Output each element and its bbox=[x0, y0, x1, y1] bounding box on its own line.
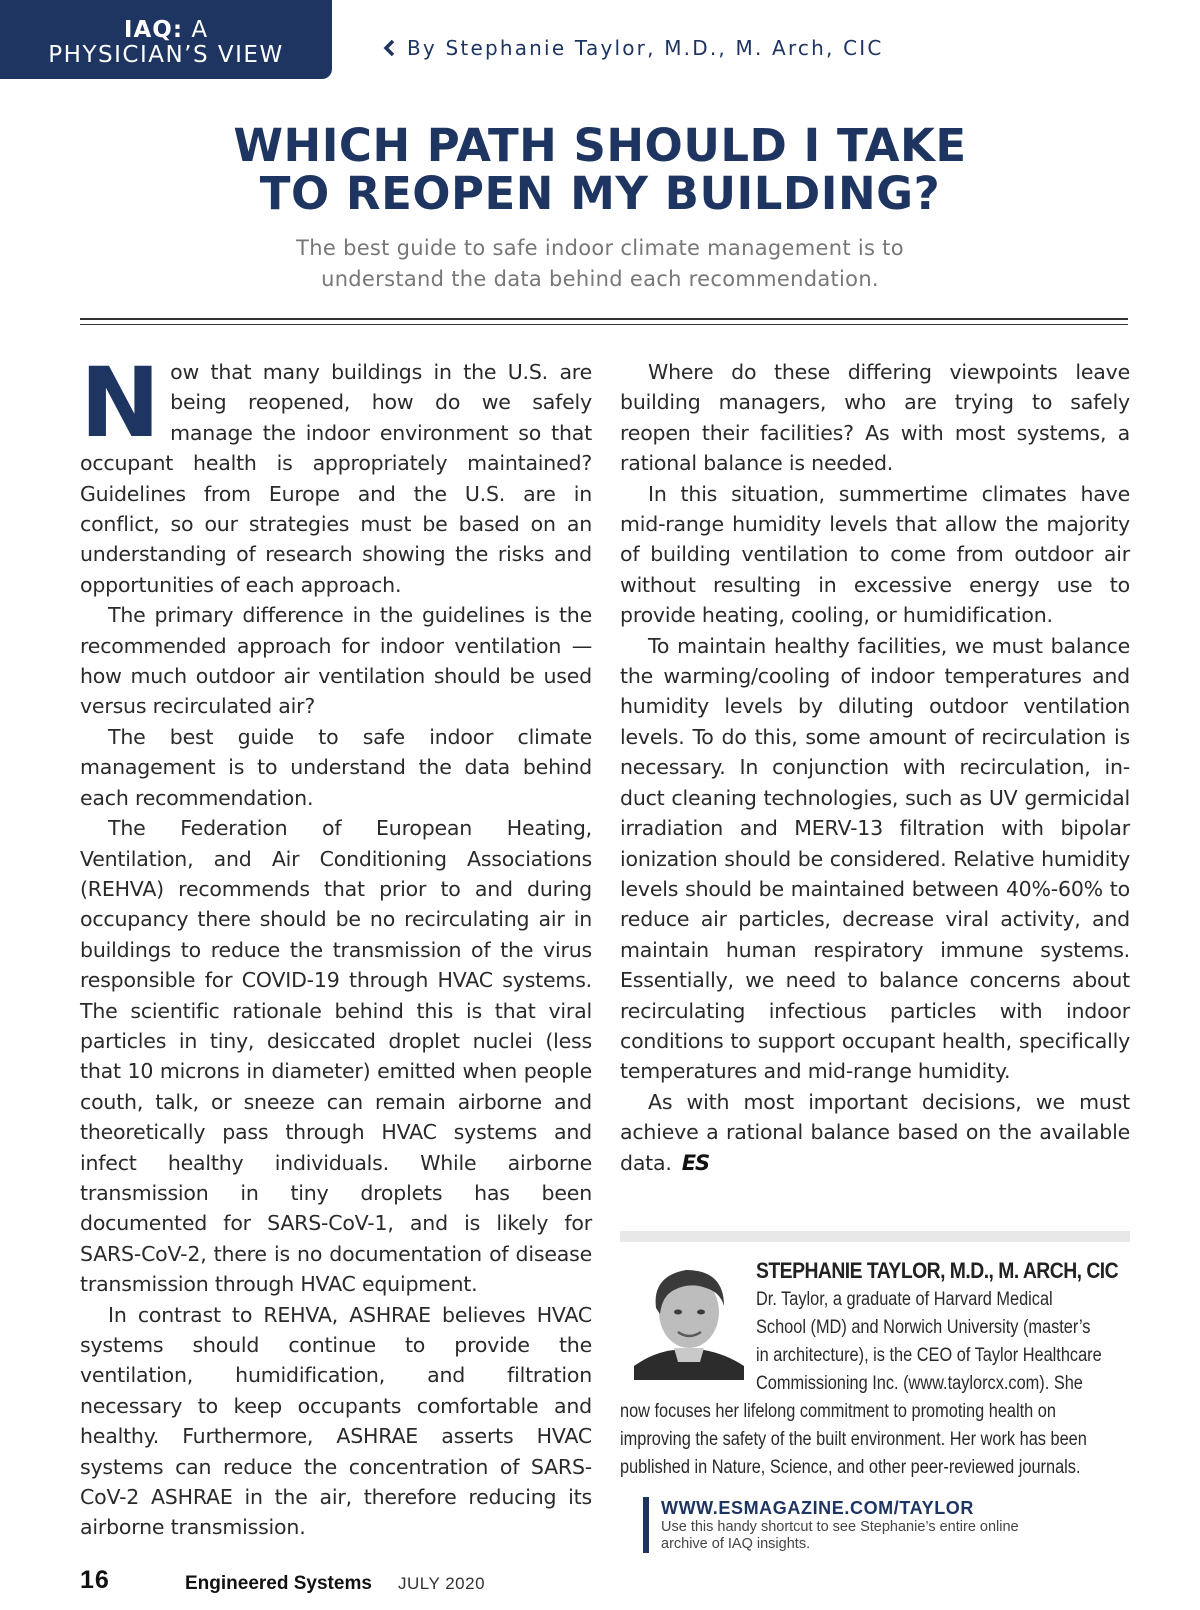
headline-line2: TO REOPEN MY BUILDING? bbox=[259, 167, 941, 220]
bio-line: published in Nature, Science, and other peer-reviewed journals. bbox=[620, 1457, 1081, 1478]
bio-line: improving the safety of the built environment. Her work has been bbox=[620, 1429, 1087, 1450]
bio-line: Commissioning Inc. (www.taylorcx.com). She bbox=[756, 1373, 1083, 1394]
byline-text: By Stephanie Taylor, M.D., M. Arch, CIC bbox=[407, 36, 884, 60]
page-number: 16 bbox=[80, 1566, 110, 1594]
paragraph-text: ow that many buildings in the U.S. are being reopened, how do we safely manage the indoor environment so that occupant health is appropriately maintained? Guidelines from Europe and the U.S. are in conflict, so our strategies must be based on an understanding of research showing the risks and opportunities of each approach. bbox=[80, 360, 592, 597]
author-bio bbox=[620, 1286, 1130, 1482]
subheadline-line2: understand the data behind each recommendation. bbox=[321, 267, 879, 291]
paragraph: To maintain healthy facilities, we must balance the warming/cooling of indoor temperatures and humidity levels by diluting outdoor ventilation levels. To do this, some amount of recirculation is necessary. In conjunction with recirculation, in-duct cleaning technologies, such as UV germicidal irradiation and MERV-13 filtration with bipolar ionization should be considered. Relative humidity levels should be maintained between 40%-60% to reduce air particles, decrease viral activity, and maintain human respiratory immune systems. Essentially, we need to balance concerns about recirculating infectious particles with indoor conditions to support occupant health, specifically temperatures and mid-range humidity. bbox=[620, 633, 1130, 1084]
archive-link[interactable]: WWW.ESMAGAZINE.COM/TAYLOR bbox=[661, 1498, 974, 1518]
issue-date: JULY 2020 bbox=[398, 1574, 486, 1593]
bio-line: now focuses her lifelong commitment to promoting health on bbox=[620, 1401, 1056, 1422]
divider-rule-thin bbox=[80, 324, 1128, 325]
magazine-name: Engineered Systems bbox=[185, 1573, 372, 1594]
paragraph: Where do these differing viewpoints leave building managers, who are trying to safely reopen their facilities? As with most systems, a rational balance is needed. bbox=[620, 360, 1130, 476]
bio-line: School (MD) and Norwich University (master’s bbox=[756, 1317, 1091, 1338]
paragraph: In contrast to REHVA, ASHRAE believes HVAC systems should continue to provide the ventilation, humidification, and filtration necessary to keep occupants comfortable and healthy. Furthermore, ASHRAE asserts HVAC systems can reduce the concentration of SARS-CoV-2 ASHRAE in the air, therefore reducing its airborne transmission. bbox=[80, 1302, 592, 1540]
divider-rule bbox=[80, 318, 1128, 320]
archive-link-desc-line2: archive of IAQ insights. bbox=[661, 1536, 811, 1552]
page-footer bbox=[80, 1566, 486, 1595]
byline bbox=[383, 36, 884, 60]
bio-line: in architecture), is the CEO of Taylor Healthcare bbox=[756, 1345, 1102, 1366]
bio-line: Dr. Taylor, a graduate of Harvard Medical bbox=[756, 1289, 1053, 1310]
paragraph bbox=[80, 347, 592, 600]
subheadline bbox=[200, 233, 1000, 295]
paragraph: The Federation of European Heating, Ventilation, and Air Conditioning Associations (REHVA) recommends that prior to and during occupancy there should be no recirculating air in buildings to reduce the transmission of the virus responsible for COVID-19 through HVAC systems. The scientific rationale behind this is that viral particles in tiny, desiccated droplet nuclei (less that 10 microns in diameter) emitted when people couth, talk, or sneeze can remain airborne and theoretically pass through HVAC systems and infect healthy individuals. While airborne transmission in tiny droplets has been documented for SARS-CoV-1, and is likely for SARS-CoV-2, there is no documentation of disease transmission through HVAC equipment. bbox=[80, 816, 592, 1297]
es-end-mark: ES bbox=[681, 1150, 710, 1175]
section-label-line2: PHYSICIAN’S VIEW bbox=[48, 42, 284, 68]
paragraph: In this situation, summertime climates have mid-range humidity levels that allow the majority of building ventilation to come from outdoor air without resulting in excessive energy use to provide heating, cooling, or humidification. bbox=[620, 481, 1130, 628]
section-label-rest: A bbox=[183, 17, 209, 43]
drop-cap: N bbox=[80, 347, 161, 459]
archive-link-box bbox=[643, 1497, 1123, 1553]
archive-link-desc-line1: Use this handy shortcut to see Stephanie’s entire online bbox=[661, 1519, 1019, 1535]
chevron-left-icon bbox=[383, 39, 395, 57]
headline-line1: WHICH PATH SHOULD I TAKE bbox=[233, 119, 967, 172]
article-column-left bbox=[80, 347, 592, 1543]
headline bbox=[0, 119, 1200, 220]
paragraph-final bbox=[620, 1087, 1130, 1178]
article-column-right bbox=[620, 357, 1130, 1178]
paragraph: The primary difference in the guidelines is the recommended approach for indoor ventilation — how much outdoor air ventilation should be used versus recirculated air? bbox=[80, 603, 592, 719]
subheadline-line1: The best guide to safe indoor climate management is to bbox=[296, 236, 904, 260]
author-name: STEPHANIE TAYLOR, M.D., M. ARCH, CIC bbox=[756, 1258, 1119, 1283]
section-label-bold: IAQ: bbox=[123, 17, 184, 43]
bio-divider-bar bbox=[620, 1231, 1130, 1242]
paragraph-text: As with most important decisions, we must achieve a rational balance based on the available data. bbox=[620, 1089, 1130, 1175]
paragraph: The best guide to safe indoor climate management is to understand the data behind each recommendation. bbox=[80, 724, 592, 810]
section-tab bbox=[0, 0, 332, 79]
